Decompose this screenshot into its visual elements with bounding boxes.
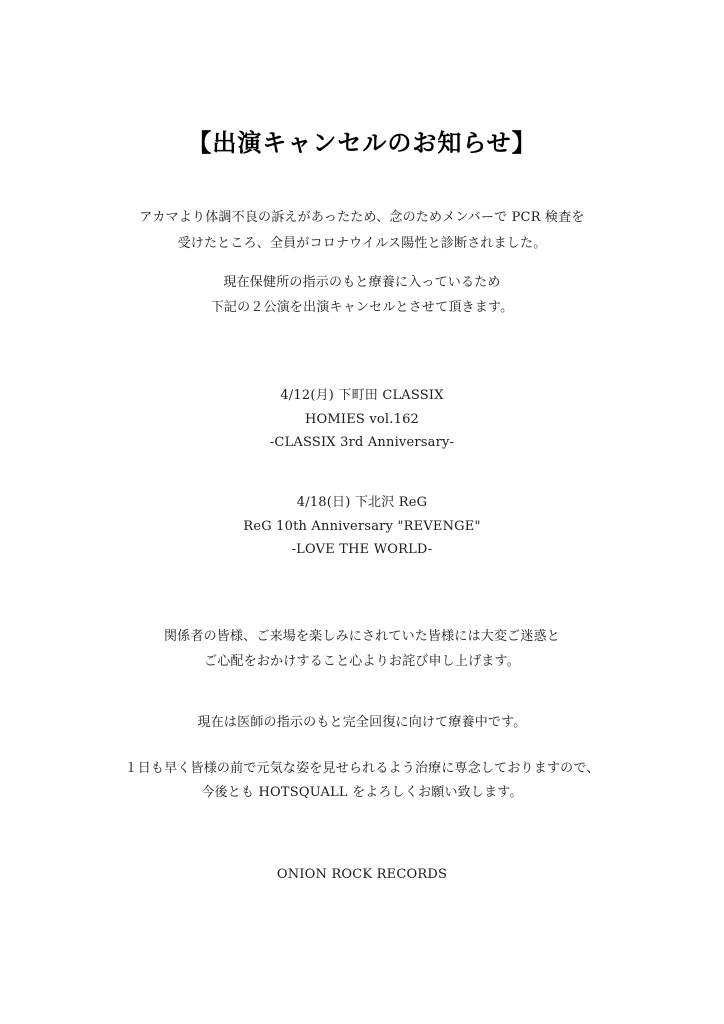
- event-name: ReG 10th Anniversary "REVENGE": [243, 519, 481, 534]
- event-subtitle: -LOVE THE WORLD-: [291, 542, 433, 557]
- closing-line-1: １日も早く皆様の前で元気な姿を見せられるよう治療に専念しておりますので、: [124, 761, 600, 776]
- intro-line-1: アカマより体調不良の訴えがあったため、念のためメンバーで PCR 検査を: [139, 210, 585, 225]
- status-line: 現在は医師の指示のもと完全回復に向けて療養中です。: [197, 715, 527, 730]
- event-date-venue: 4/18(日) 下北沢 ReG: [296, 495, 428, 510]
- notice-line-1: 現在保健所の指示のもと療養に入っているため: [223, 275, 501, 290]
- event-date-venue: 4/12(月) 下町田 CLASSIX: [280, 388, 444, 403]
- event-name: HOMIES vol.162: [304, 412, 420, 427]
- signature: ONION ROCK RECORDS: [276, 867, 448, 882]
- intro-line-2: 受けたところ、全員がコロナウイルス陽性と診断されました。: [177, 236, 547, 251]
- closing-line-2: 今後とも HOTSQUALL をよろしくお願い致します。: [201, 785, 523, 800]
- notice-line-2: 下記の２公演を出演キャンセルとさせて頂きます。: [210, 300, 514, 315]
- event-subtitle: -CLASSIX 3rd Anniversary-: [269, 435, 455, 450]
- page-title: 【出演キャンセルのお知らせ】: [187, 128, 537, 157]
- apology-line-1: 関係者の皆様、ご来場を楽しみにされていた皆様には大変ご迷惑と: [163, 629, 560, 644]
- apology-line-2: ご心配をおかけすること心よりお詫び申し上げます。: [204, 654, 520, 669]
